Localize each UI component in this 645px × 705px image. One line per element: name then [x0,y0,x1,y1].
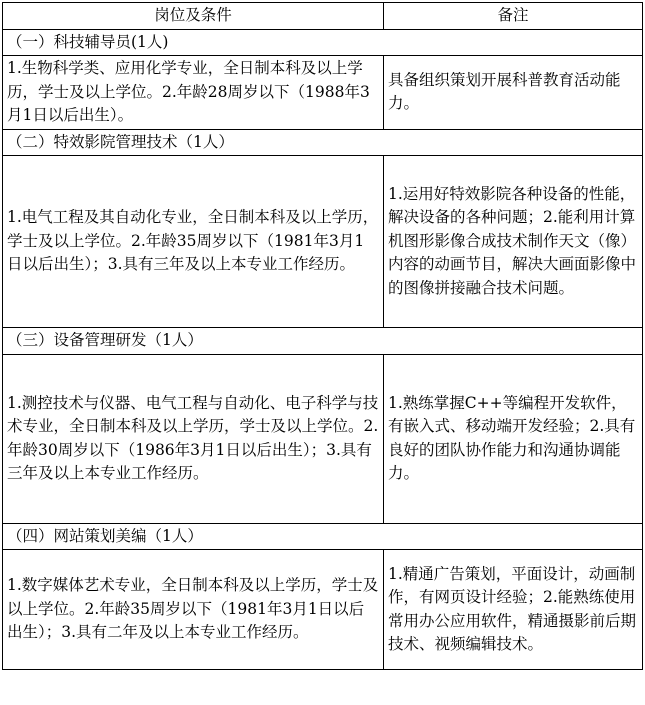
content-row-1 [3,56,643,130]
position-notes: 1.熟练掌握C++等编程开发软件，有嵌入式、移动端开发经验；2.具有良好的团队协作能力和沟通协调能力。 [384,354,643,523]
header-positions: 岗位及条件 [3,3,384,30]
content-row-4 [3,550,643,670]
section-title: （二）特效影院管理技术（1人） [3,129,643,156]
position-notes: 1.运用好特效影院各种设备的性能，解决设备的各种问题；2.能利用计算机图形影像合成技术制作天文（像）内容的动画节目，解决大画面影像中的图像拼接融合技术问题。 [384,156,643,328]
section-row-2 [3,129,643,156]
position-conditions: 1.电气工程及其自动化专业，全日制本科及以上学历，学士及以上学位。2.年龄35周岁以下（1981年3月1日以后出生）；3.具有三年及以上本专业工作经历。 [3,156,384,328]
section-title: （三）设备管理研发（1人） [3,328,643,355]
header-notes: 备注 [384,3,643,30]
content-row-2 [3,156,643,328]
position-notes: 具备组织策划开展科普教育活动能力。 [384,56,643,130]
section-row-3 [3,328,643,355]
section-title: （一）科技辅导员(1人) [3,29,643,56]
section-row-4 [3,523,643,550]
section-title: （四）网站策划美编（1人） [3,523,643,550]
position-conditions: 1.生物科学类、应用化学专业，全日制本科及以上学历，学士及以上学位。2.年龄28周岁以下（1988年3月1日以后出生）。 [3,56,384,130]
header-row [3,3,643,30]
position-notes: 1.精通广告策划，平面设计，动画制作，有网页设计经验；2.能熟练使用常用办公应用软件，精通摄影前后期技术、视频编辑技术。 [384,550,643,670]
positions-table [2,2,643,670]
section-row-1 [3,29,643,56]
position-conditions: 1.测控技术与仪器、电气工程与自动化、电子科学与技术专业，全日制本科及以上学历，学士及以上学位。2.年龄30周岁以下（1986年3月1日以后出生）；3.具有三年及以上本专业工作经历。 [3,354,384,523]
content-row-3 [3,354,643,523]
position-conditions: 1.数字媒体艺术专业，全日制本科及以上学历，学士及以上学位。2.年龄35周岁以下（1981年3月1日以后出生）；3.具有二年及以上本专业工作经历。 [3,550,384,670]
